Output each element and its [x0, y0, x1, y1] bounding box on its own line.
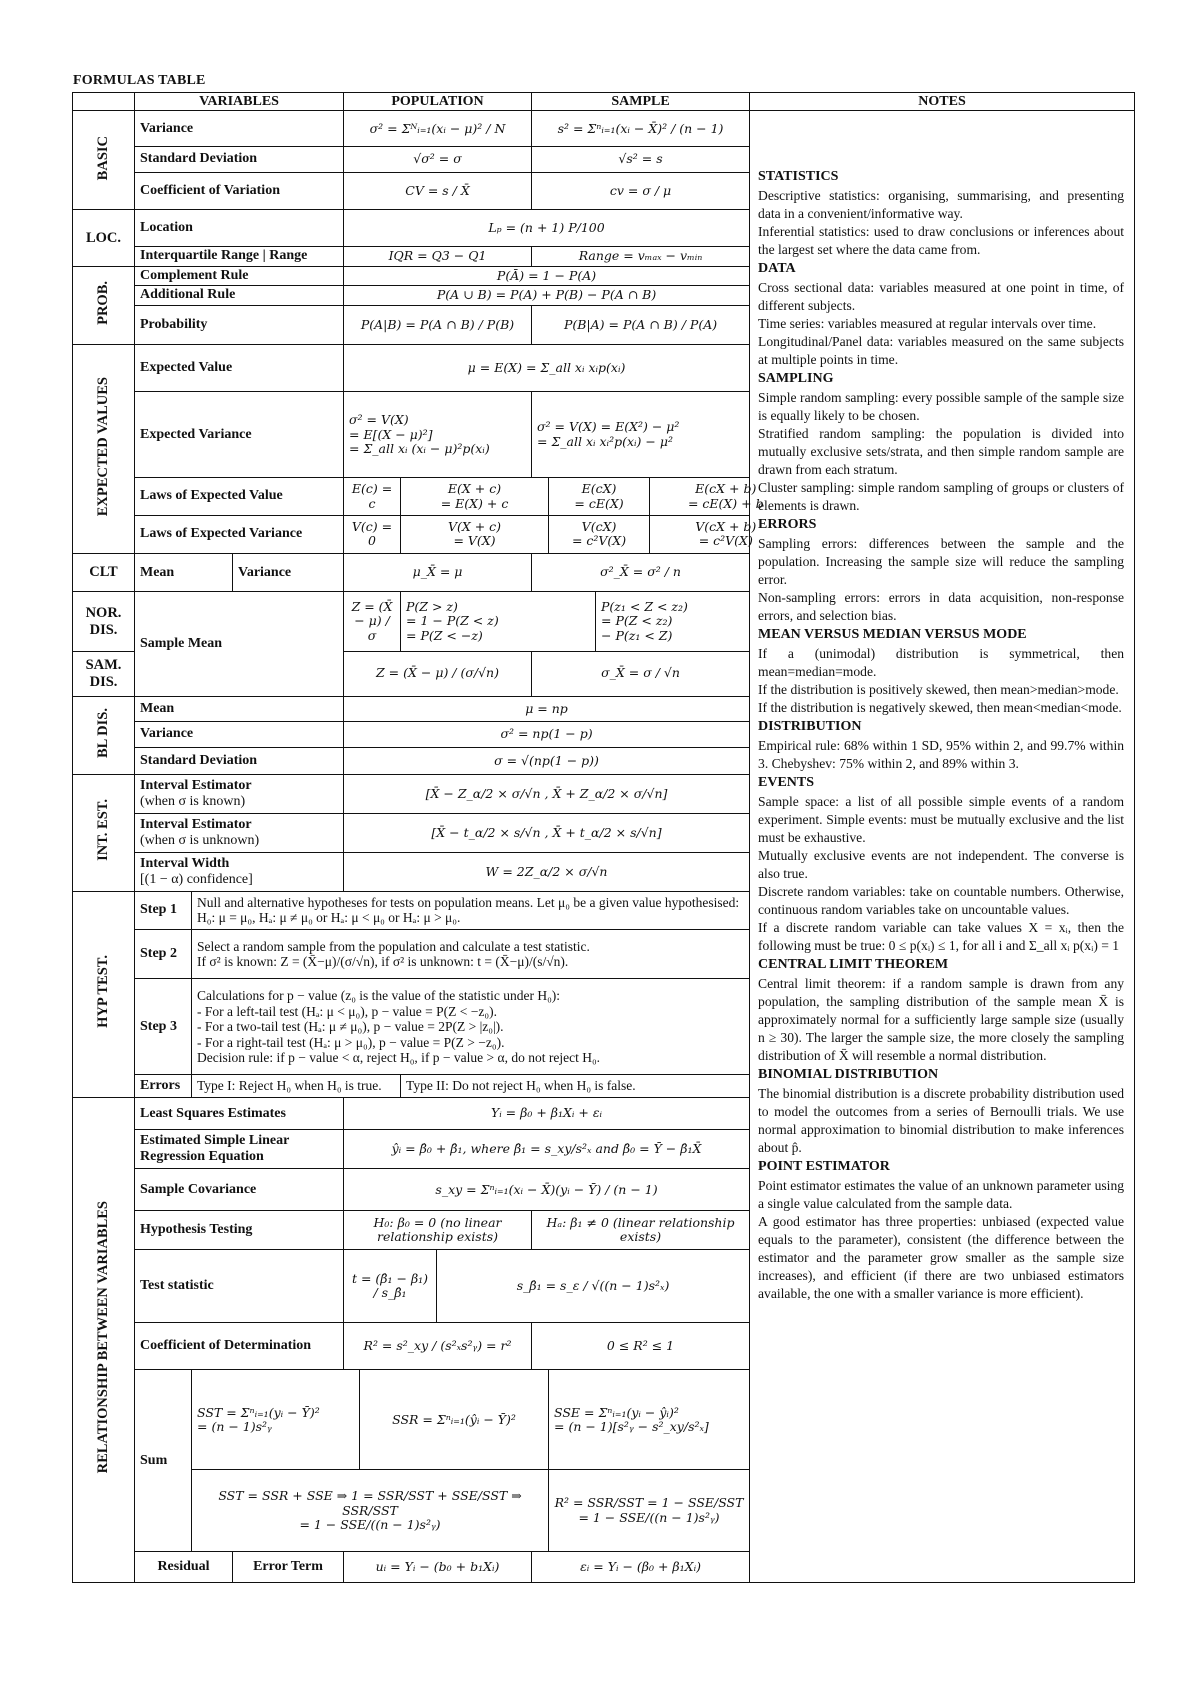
notes-paragraph: Simple random sampling: every possible sample of the sample size is equally likely to be chosen. [758, 389, 1125, 423]
notes-paragraph: Cluster sampling: simple random sampling of groups or clusters of elements is drawn. [758, 480, 1125, 514]
formula-expected-variance-alt: σ² = V(X) = E(X²) − μ² = Σ_all xᵢ xᵢ²p(xᵢ) − μ² [532, 392, 750, 478]
notes-paragraph: If a (unimodal) distribution is symmetrical, then mean=median=mode. [758, 646, 1125, 680]
formula-least-squares: Yᵢ = β₀ + β₁Xᵢ + εᵢ [344, 1097, 750, 1130]
label-additional-rule: Additional Rule [135, 286, 344, 305]
label-estimated-regression: Estimated Simple Linear Regression Equation [135, 1130, 344, 1169]
formula-p-greater: P(Z > z) = 1 − P(Z < z) = P(Z < −z) [401, 592, 596, 651]
notes-paragraph: If the distribution is positively skewed, then mean>median>mode. [758, 682, 1119, 698]
text-type-i-error: Type I: Reject H₀ when H₀ is true. [192, 1075, 401, 1097]
formula-sse: SSE = Σⁿᵢ₌₁(yᵢ − ŷᵢ)² = (n − 1)[s²ᵧ − s²_xy/s²ₓ] [549, 1370, 750, 1470]
notes-heading: BINOMIAL DISTRIBUTION [758, 1067, 939, 1083]
text-type-ii-error: Type II: Do not reject H₀ when H₀ is false. [401, 1075, 750, 1097]
notes-paragraph: The binomial distribution is a discrete probability distribution used to model the outcomes from a series of Bernoulli trials. We use normal approximation to binomial distribution to make inferences about p̂. [758, 1086, 1125, 1156]
law-var-add-constant: V(X + c) = V(X) [401, 515, 549, 553]
label-residual: Residual [135, 1552, 233, 1583]
notes-paragraph: If the distribution is negatively skewed, then mean<median<mode. [758, 700, 1122, 716]
formula-sampling-z: Z = (X̄ − μ) / (σ/√n) [344, 651, 532, 696]
notes-paragraph: Discrete random variables: take on countable numbers. Otherwise, continuous random variables take on uncountable values. [758, 884, 1125, 918]
notes-heading: EVENTS [758, 775, 815, 791]
notes-paragraph: Time series: variables measured at regular intervals over time. [758, 316, 1097, 332]
document-title: FORMULAS TABLE [73, 73, 206, 88]
section-normal-distribution: NOR. DIS. [73, 592, 135, 651]
notes-paragraph: Cross sectional data: variables measured at one point in time, of different subjects. [758, 279, 1125, 313]
section-loc: LOC. [73, 210, 135, 266]
formula-interval-width: W = 2Z_α/2 × σ/√n [344, 852, 750, 891]
notes-paragraph: Mutually exclusive events are not independent. The converse is also true. [758, 847, 1125, 882]
section-basic: BASIC [73, 111, 135, 210]
section-relationship: RELATIONSHIP BETWEEN VARIABLES [73, 1097, 135, 1582]
formula-p-between: P(z₁ < Z < z₂) = P(Z < z₂) − P(z₁ < Z) [596, 592, 750, 651]
label-interval-estimator: Interval Estimator [140, 816, 252, 832]
label-coefficient-of-determination: Coefficient of Determination [135, 1323, 344, 1370]
header-variables: VARIABLES [135, 93, 344, 111]
text-null-hypothesis: H₀: β₀ = 0 (no linear relationship exists) [344, 1211, 532, 1250]
formula-bl-mean: μ = np [344, 696, 750, 722]
text-step-2: Select a random sample from the population and calculate a test statistic. If σ² is known: Z = (X̄−μ)/(σ/√n), if σ² is unknown: t = (X̄−μ)/(s/√n). [192, 930, 750, 979]
label-probability: Probability [135, 305, 344, 345]
formula-expected-value: μ = E(X) = Σ_all xᵢ xᵢp(xᵢ) [344, 345, 750, 392]
formula-additional: P(A ∪ B) = P(A) + P(B) − P(A ∩ B) [344, 286, 750, 305]
header-sample: SAMPLE [532, 93, 750, 111]
formula-r-squared: R² = s²_xy / (s²ₓs²ᵧ) = r² [344, 1323, 532, 1370]
label-location: Location [135, 210, 344, 247]
formula-p-a-given-b: P(A|B) = P(A ∩ B) / P(B) [344, 305, 532, 345]
label-step-1: Step 1 [135, 891, 192, 930]
label-standard-deviation: Standard Deviation [135, 147, 344, 173]
notes-column [750, 111, 1135, 1583]
label-condition: [(1 − α) confidence] [140, 871, 253, 887]
law-ev-constant: E(c) = c [344, 478, 401, 516]
label-interval-width [135, 852, 344, 891]
formulas-table [72, 92, 1135, 1583]
formula-sum-of-squares-identity: SST = SSR + SSE ⇒ 1 = SSR/SST + SSE/SST ⇒ SSR/SST = 1 − SSE/((n − 1)s²ᵧ) [192, 1470, 549, 1552]
label-interval-estimator: Interval Estimator [140, 778, 252, 793]
label-hypothesis-testing: Hypothesis Testing [135, 1211, 344, 1250]
label-variance: Variance [135, 111, 344, 147]
label-step-2: Step 2 [135, 930, 192, 979]
notes-paragraph: Descriptive statistics: organising, summarising, and presenting data in a convenient/informative way. [758, 187, 1125, 222]
notes-heading: DISTRIBUTION [758, 719, 862, 735]
label-complement-rule: Complement Rule [135, 266, 344, 285]
section-sampling-distribution: SAM. DIS. [73, 651, 135, 696]
label-expected-variance: Expected Variance [135, 392, 344, 478]
notes-paragraph: Non-sampling errors: errors in data acquisition, non-response errors, and selection bias. [758, 590, 1125, 624]
notes-paragraph: Empirical rule: 68% within 1 SD, 95% within 2, and 99.7% within 3. Chebyshev: 75% within 2, and 89% within 3. [758, 737, 1125, 772]
text-step-3: Calculations for p − value (z₀ is the value of the statistic under H₀): - For a left-tail test (Hₐ: μ < μ₀), p − value = P(Z < −z₀). - For a two-tail test (Hₐ: μ ≠ μ₀), p − value = 2P(Z > |z₀|). - For a right-tail test (Hₐ: μ > μ₀), p − value = P(Z > −z₀). Decision rule: if p − value < α, reject H₀, if p − value > α, do not reject H₀. [192, 979, 750, 1075]
label-bl-mean: Mean [135, 696, 344, 722]
label-error-term: Error Term [233, 1552, 344, 1583]
notes-paragraph: If a discrete random variable can take values X = xᵢ, then the following must be true: 0 ≤ p(xᵢ) ≤ 1, for all i and Σ_all xᵢ p(xᵢ) = 1 [758, 920, 1125, 954]
label-bl-sd: Standard Deviation [135, 747, 344, 775]
label-sample-covariance: Sample Covariance [135, 1169, 344, 1211]
section-hypothesis-testing: HYP TEST. [73, 891, 135, 1097]
law-var-scale: V(cX) = c²V(X) [549, 515, 650, 553]
law-ev-add-constant: E(X + c) = E(X) + c [401, 478, 549, 516]
label-test-statistic: Test statistic [135, 1249, 344, 1323]
formula-clt-variance: σ²_X̄ = σ² / n [532, 553, 750, 592]
text-alternative-hypothesis: Hₐ: β₁ ≠ 0 (linear relationship exists) [532, 1211, 750, 1250]
notes-heading: ERRORS [758, 517, 817, 533]
label-interval-width-title: Interval Width [140, 855, 230, 871]
label-errors: Errors [135, 1075, 192, 1097]
formula-ssr: SSR = Σⁿᵢ₌₁(ŷᵢ − Ȳ)² [360, 1370, 549, 1470]
law-var-linear: V(cX + b) = c²V(X) [650, 515, 802, 553]
law-ev-scale: E(cX) = cE(X) [549, 478, 650, 516]
formula-sample-variance: s² = Σⁿᵢ₌₁(xᵢ − X̄)² / (n − 1) [532, 111, 750, 147]
formula-population-cv: CV = s / X̄ [344, 172, 532, 210]
section-clt: CLT [73, 553, 135, 592]
label-bl-variance: Variance [135, 722, 344, 748]
label-interval-unknown [135, 814, 344, 853]
label-condition: (when σ is known) [140, 794, 246, 810]
formula-clt-mean: μ_X̄ = μ [344, 553, 532, 592]
notes-heading: MEAN VERSUS MEDIAN VERSUS MODE [758, 627, 1027, 643]
notes-paragraph: Point estimator estimates the value of an unknown parameter using a single value calculated from the sample data. [758, 1177, 1125, 1212]
header-population: POPULATION [344, 93, 532, 111]
formula-z-score: Z = (X̄ − μ) / σ [344, 592, 401, 651]
formula-location: Lₚ = (n + 1) P/100 [344, 210, 750, 247]
formula-bl-sd: σ = √(np(1 − p)) [344, 747, 750, 775]
formula-population-variance: σ² = Σᴺᵢ₌₁(xᵢ − μ)² / N [344, 111, 532, 147]
formula-standard-error: s_β̂₁ = s_ε / √((n − 1)s²ₓ) [437, 1249, 750, 1323]
notes-heading: SAMPLING [758, 371, 834, 387]
formula-sample-covariance: s_xy = Σⁿᵢ₌₁(xᵢ − X̄)(yᵢ − Ȳ) / (n − 1) [344, 1169, 750, 1211]
header-notes: NOTES [750, 93, 1135, 111]
label-iqr-range: Interquartile Range | Range [135, 247, 344, 266]
formula-sample-cv: cv = σ / μ [532, 172, 750, 210]
notes-heading: DATA [758, 261, 796, 277]
label-clt-mean: Mean [135, 553, 233, 592]
label-expected-value: Expected Value [135, 345, 344, 392]
label-laws-expected-value: Laws of Expected Value [135, 478, 344, 516]
label-sum: Sum [135, 1370, 192, 1552]
notes-paragraph: Sample space: a list of all possible simple events of a random experiment. Simple events: must be mutually exclusive and the list must be exhaustive. [758, 793, 1125, 845]
formula-r-squared-range: 0 ≤ R² ≤ 1 [532, 1323, 750, 1370]
formula-bl-variance: σ² = np(1 − p) [344, 722, 750, 748]
formula-complement: P(Ā) = 1 − P(A) [344, 266, 750, 285]
section-expected-values: EXPECTED VALUES [73, 345, 135, 553]
corner-cell [73, 93, 135, 111]
formula-residual: uᵢ = Yᵢ − (b₀ + b₁Xᵢ) [344, 1552, 532, 1583]
formula-t-statistic: t = (β̂₁ − β₁) / s_β̂₁ [344, 1249, 437, 1323]
label-condition: (when σ is unknown) [140, 832, 260, 848]
formula-estimated-regression: ŷᵢ = β̂₀ + β̂₁, where β̂₁ = s_xy/s²ₓ and β̂₀ = Ȳ − β̂₁X̄ [344, 1130, 750, 1169]
notes-heading: CENTRAL LIMIT THEOREM [758, 957, 949, 973]
label-interval-known [135, 775, 344, 814]
law-var-constant: V(c) = 0 [344, 515, 401, 553]
label-laws-expected-variance: Laws of Expected Variance [135, 515, 344, 553]
notes-paragraph: Inferential statistics: used to draw conclusions or inferences about the largest set where the data came from. [758, 224, 1125, 258]
notes-paragraph: Sampling errors: differences between the sample and the population. Increasing the sample size will reduce the sampling error. [758, 536, 1125, 588]
formula-sample-sd: √s² = s [532, 147, 750, 173]
formula-sst: SST = Σⁿᵢ₌₁(yᵢ − Ȳ)² = (n − 1)s²ᵧ [192, 1370, 360, 1470]
label-sample-mean: Sample Mean [135, 592, 344, 696]
section-prob: PROB. [73, 266, 135, 345]
label-least-squares: Least Squares Estimates [135, 1097, 344, 1130]
label-clt-variance: Variance [233, 553, 344, 592]
formula-r-squared-from-sums: R² = SSR/SST = 1 − SSE/SST = 1 − SSE/((n − 1)s²ᵧ) [549, 1470, 750, 1552]
formula-interval-unknown: [X̄ − t_α/2 × s/√n , X̄ + t_α/2 × s/√n] [344, 814, 750, 853]
formula-sampling-sd: σ_X̄ = σ / √n [532, 651, 750, 696]
notes-heading: STATISTICS [758, 169, 839, 185]
notes-paragraph: A good estimator has three properties: unbiased (expected value equals to the parameter), consistent (the difference between the estimator and the parameter grow smaller as the sample size increases), and efficient (if there are two unbiased estimators available, the one with a smaller variance is more efficient). [758, 1214, 1125, 1302]
formula-expected-variance-def: σ² = V(X) = E[(X − μ)²] = Σ_all xᵢ (xᵢ − μ)²p(xᵢ) [344, 392, 532, 478]
formula-iqr: IQR = Q3 − Q1 [344, 247, 532, 266]
law-ev-linear: E(cX + b) = cE(X) + b [650, 478, 802, 516]
label-coefficient-of-variation: Coefficient of Variation [135, 172, 344, 210]
formula-error-term: εᵢ = Yᵢ − (β₀ + β₁Xᵢ) [532, 1552, 750, 1583]
notes-paragraph: Central limit theorem: if a random sample is drawn from any population, the sampling distribution of the sample mean X̄ is approximately normal for a sufficiently large sample size (usually n ≥ 30). The larger the sample size, the more closely the sampling distribution of X̄ will resemble a normal distribution. [758, 976, 1125, 1064]
label-step-3: Step 3 [135, 979, 192, 1075]
formula-population-sd: √σ² = σ [344, 147, 532, 173]
formula-interval-known: [X̄ − Z_α/2 × σ/√n , X̄ + Z_α/2 × σ/√n] [344, 775, 750, 814]
notes-paragraph: Stratified random sampling: the population is divided into mutually exclusive sets/strata, and then simple random sample are drawn from each stratum. [758, 426, 1125, 478]
section-interval-estimation: INT. EST. [73, 775, 135, 891]
formula-range: Range = vₘₐₓ − vₘᵢₙ [532, 247, 750, 266]
formula-p-b-given-a: P(B|A) = P(A ∩ B) / P(A) [532, 305, 750, 345]
text-step-1: Null and alternative hypotheses for tests on population means. Let μ₀ be a given value hypothesised: H₀: μ = μ₀, Hₐ: μ ≠ μ₀ or Hₐ: μ < μ₀ or Hₐ: μ > μ₀. [192, 891, 750, 930]
notes-heading: POINT ESTIMATOR [758, 1159, 890, 1175]
notes-paragraph: Longitudinal/Panel data: variables measured on the same subjects at multiple points in time. [758, 334, 1125, 368]
section-binomial-distribution: BL DIS. [73, 696, 135, 775]
